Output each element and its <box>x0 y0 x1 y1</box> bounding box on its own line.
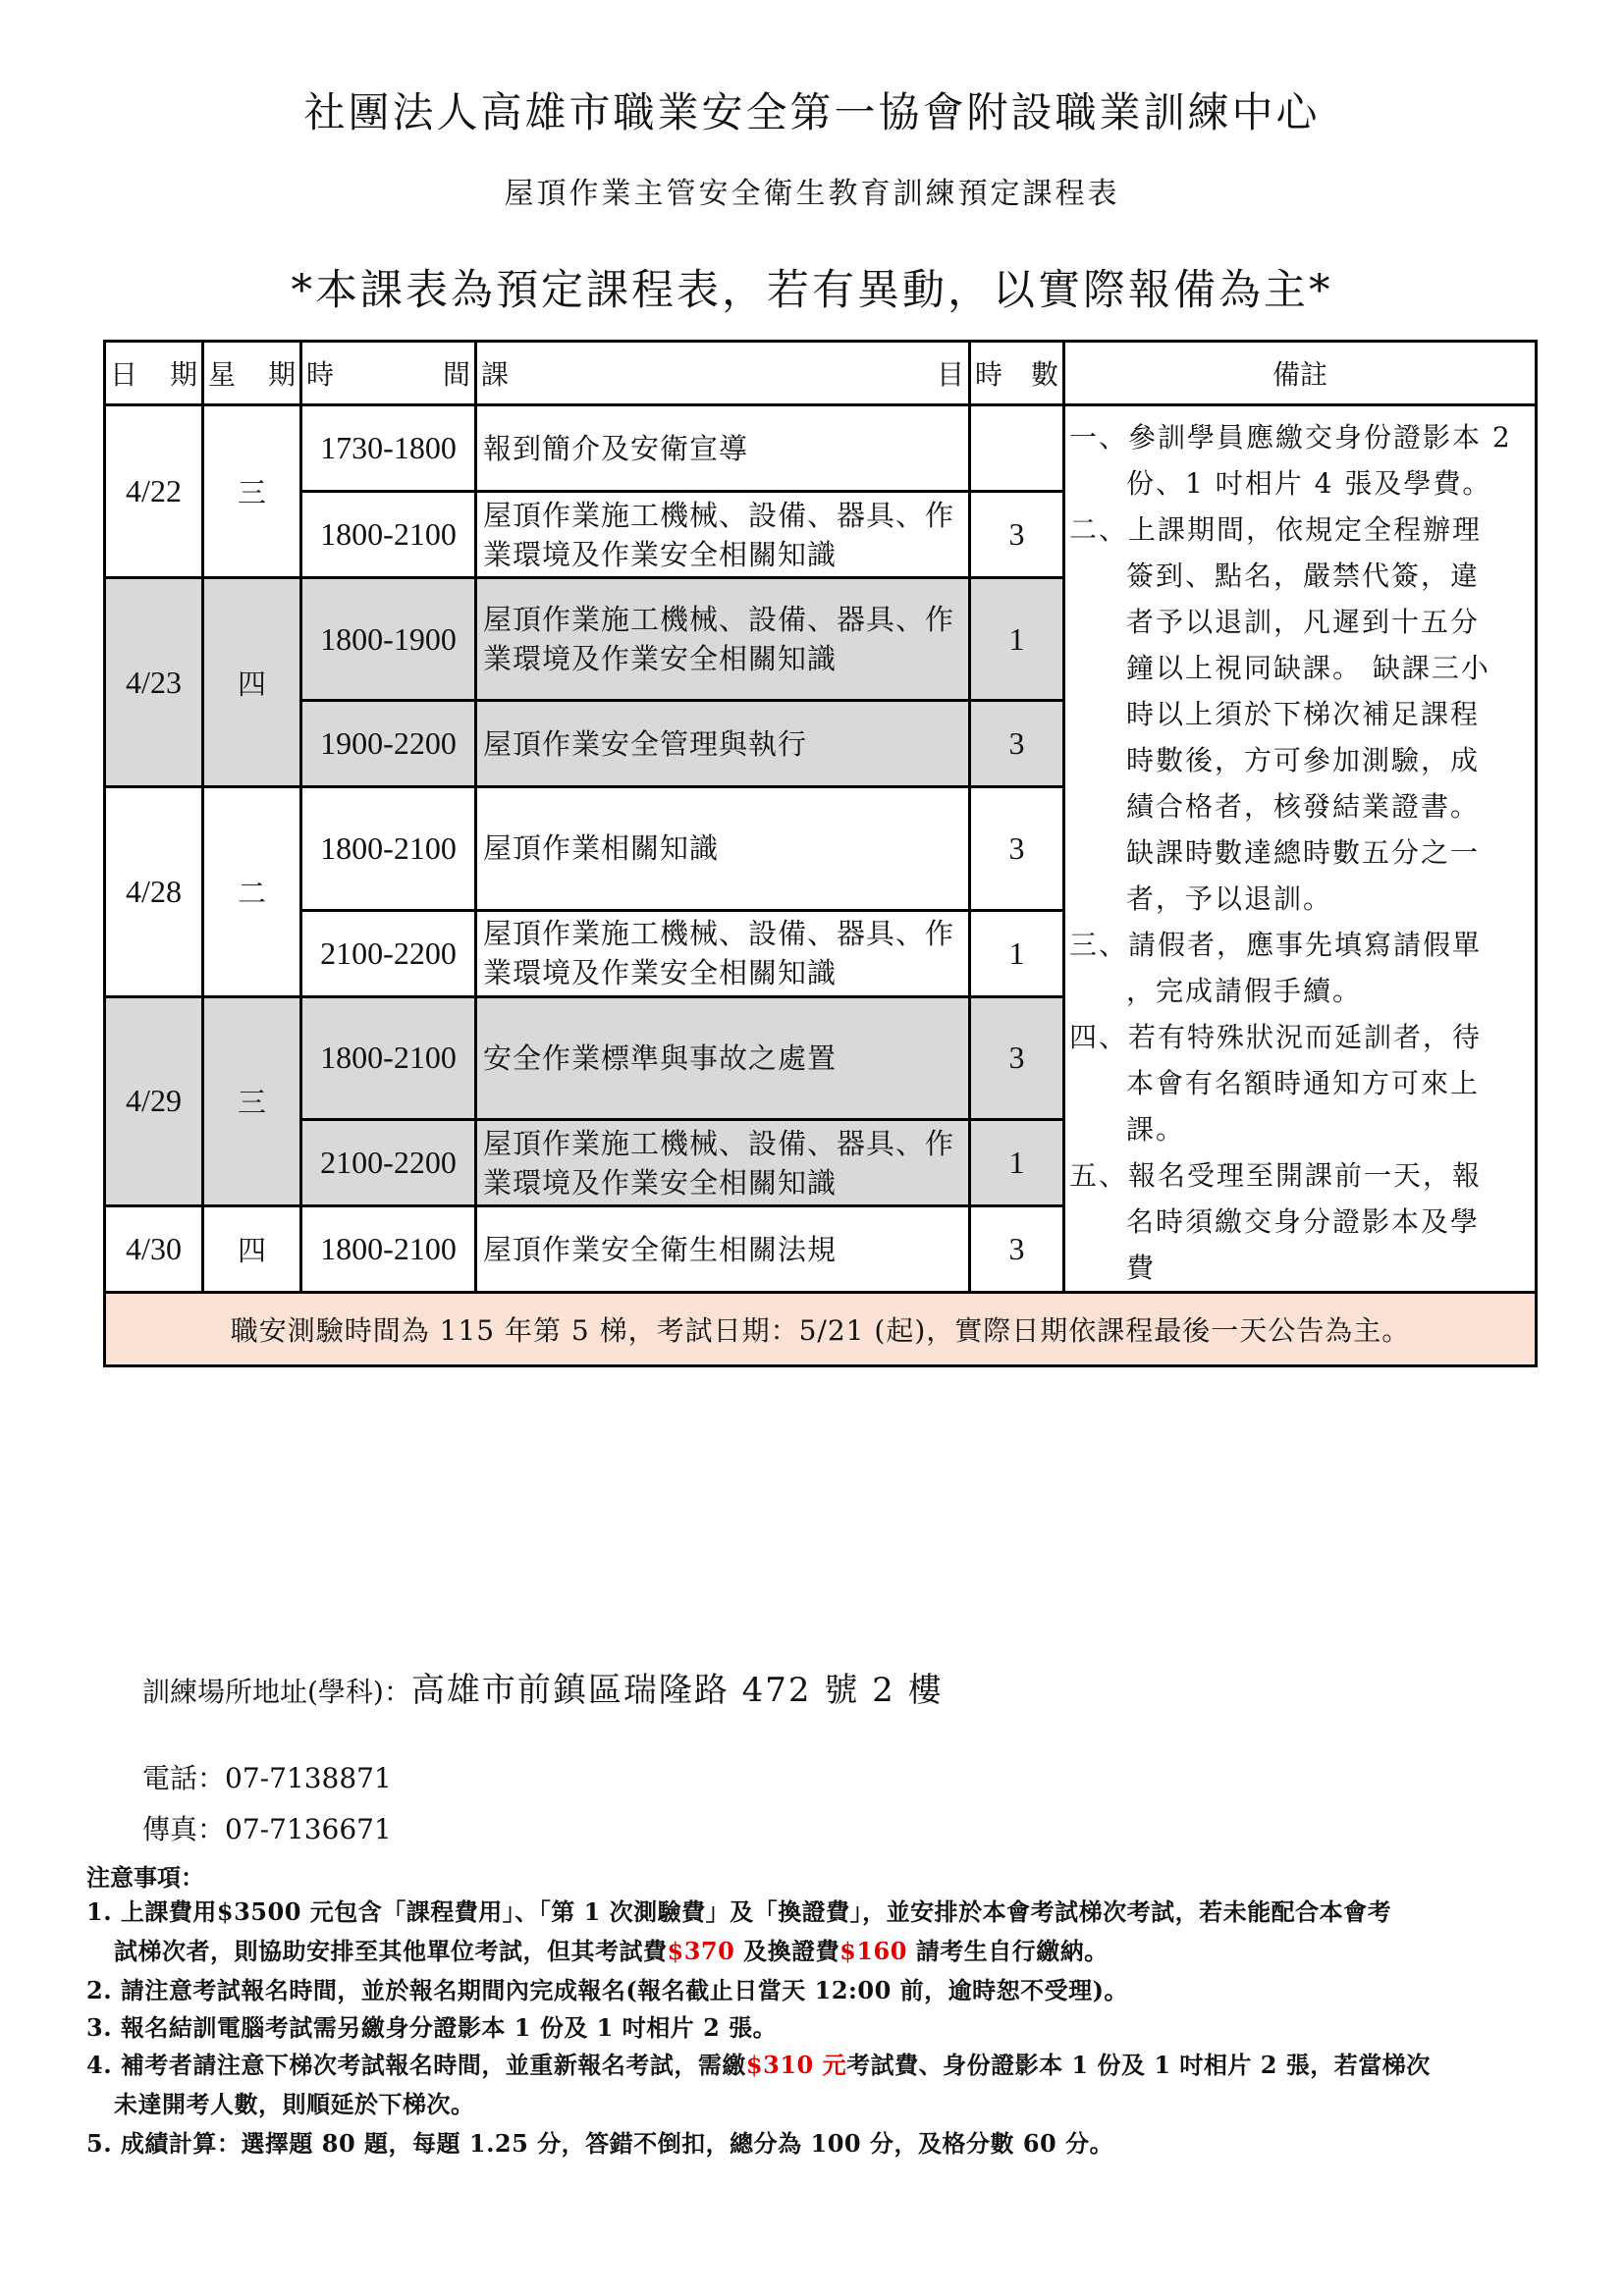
header-course <box>476 342 970 405</box>
time-cell: 2100-2200 <box>301 1120 476 1206</box>
header-weekday-char: 星 <box>208 358 237 391</box>
weekday-cell: 四 <box>203 1206 301 1293</box>
remark-line: 費 <box>1126 1252 1157 1284</box>
remark-line: ，完成請假手續。 <box>1126 975 1363 1007</box>
remark-line: 課。 <box>1126 1113 1186 1146</box>
date-cell: 4/29 <box>105 996 203 1205</box>
exam-fee-amount: $370 <box>667 1937 735 1965</box>
header-date-char: 日 <box>110 358 138 391</box>
remark-item <box>1069 1014 1531 1152</box>
remark-line: 五、報名受理至開課前一天，報 <box>1069 1159 1483 1192</box>
date-cell: 4/23 <box>105 578 203 787</box>
schedule-subtitle: 屋頂作業主管安全衛生教育訓練預定課程表 <box>504 177 1120 211</box>
hours-cell: 3 <box>970 492 1064 578</box>
header-hours-char: 數 <box>1030 358 1058 391</box>
address-label: 訓練場所地址(學科)： <box>142 1676 411 1708</box>
schedule-notice: *本課表為預定課程表，若有異動，以實際報備為主* <box>291 266 1333 315</box>
hours-cell: 1 <box>970 910 1064 996</box>
table-header-row <box>105 342 1537 405</box>
remark-line: 份、1 吋相片 4 張及學費。 <box>1126 467 1492 500</box>
note-continuation: 未達開考人數，則順延於下梯次。 <box>114 2090 475 2118</box>
note-item-3: 3. 報名結訓電腦考試需另繳身分證影本 1 份及 1 吋相片 2 張。 <box>86 2013 778 2042</box>
address-value: 高雄市前鎮區瑞隆路 472 號 2 樓 <box>410 1671 944 1710</box>
hours-cell: 3 <box>970 787 1064 910</box>
hours-cell <box>970 405 1064 492</box>
course-cell: 安全作業標準與事故之處置 <box>476 996 970 1119</box>
remark-line: 簽到、點名，嚴禁代簽，違 <box>1126 560 1481 592</box>
time-cell: 1900-2200 <box>301 701 476 787</box>
remark-item <box>1069 922 1531 1014</box>
note-item-5: 5. 成績計算：選擇題 80 題，每題 1.25 分，答錯不倒扣，總分為 100 分，及格分數 60 分。 <box>86 2129 1114 2158</box>
table-row <box>105 405 1537 492</box>
header-date <box>105 342 203 405</box>
note-text: 試梯次者，則協助安排至其他單位考試，但其考試費 <box>114 1937 668 1965</box>
certificate-fee-amount: $160 <box>839 1937 907 1965</box>
hours-cell: 3 <box>970 996 1064 1119</box>
organization-title: 社團法人高雄市職業安全第一協會附設職業訓練中心 <box>303 88 1321 136</box>
hours-cell: 1 <box>970 1120 1064 1206</box>
time-cell: 1800-1900 <box>301 578 476 701</box>
header-weekday <box>203 342 301 405</box>
note-item-4 <box>86 2046 1569 2124</box>
time-cell: 1730-1800 <box>301 405 476 492</box>
time-cell: 2100-2200 <box>301 910 476 996</box>
time-cell: 1800-2100 <box>301 787 476 910</box>
remark-item <box>1069 1152 1531 1291</box>
header-date-char: 期 <box>169 358 197 391</box>
time-cell: 1800-2100 <box>301 996 476 1119</box>
course-cell: 屋頂作業施工機械、設備、器具、作業環境及作業安全相關知識 <box>476 492 970 578</box>
hours-cell: 1 <box>970 578 1064 701</box>
hours-cell: 3 <box>970 701 1064 787</box>
note-text: 4. 補考者請注意下梯次考試報名時間，並重新報名考試，需繳 <box>86 2051 746 2079</box>
fax-number: 傳真：07-7136671 <box>142 1813 392 1845</box>
note-continuation <box>86 1932 1569 1971</box>
course-cell: 報到簡介及安衛宣導 <box>476 405 970 492</box>
exam-info-row <box>105 1293 1537 1366</box>
header-remarks <box>1064 342 1537 405</box>
remarks-cell <box>1064 405 1537 1293</box>
remark-item <box>1069 414 1531 507</box>
remark-line: 者，予以退訓。 <box>1126 882 1333 915</box>
course-cell: 屋頂作業施工機械、設備、器具、作業環境及作業安全相關知識 <box>476 578 970 701</box>
remark-line: 本會有名額時通知方可來上 <box>1126 1067 1481 1099</box>
header-weekday-char: 期 <box>267 358 296 391</box>
course-schedule-table <box>103 340 1538 1367</box>
date-cell: 4/28 <box>105 787 203 996</box>
header-time-char: 間 <box>442 358 470 391</box>
course-cell: 屋頂作業相關知識 <box>476 787 970 910</box>
phone-number: 電話：07-7138871 <box>142 1762 392 1794</box>
note-text: 1. 上課費用$3500 元包含「課程費用」、「第 1 次測驗費」及「換證費」，並安排於本會考試梯次考試，若未能配合本會考 <box>86 1897 1392 1926</box>
remark-line: 時以上須於下梯次補足課程 <box>1126 698 1481 730</box>
remark-line: 績合格者，核發結業證書。 <box>1126 790 1481 823</box>
weekday-cell: 二 <box>203 787 301 996</box>
remark-line: 名時須繳交身分證影本及學 <box>1126 1205 1481 1238</box>
remark-line: 缺課時數達總時數五分之一 <box>1126 836 1481 869</box>
exam-info-text: 職安測驗時間為 115 年第 5 梯，考試日期：5/21 (起)，實際日期依課程最後一天公告為主。 <box>105 1293 1537 1366</box>
weekday-cell: 四 <box>203 578 301 787</box>
header-remarks-label: 備註 <box>1272 358 1327 391</box>
header-hours <box>970 342 1064 405</box>
note-text: 考試費、身份證影本 1 份及 1 吋相片 2 張，若當梯次 <box>846 2051 1431 2079</box>
remark-line: 鐘以上視同缺課。 缺課三小 <box>1126 652 1490 684</box>
remark-line: 者予以退訓，凡遲到十五分 <box>1126 606 1481 638</box>
header-time <box>301 342 476 405</box>
note-text: 及換證費 <box>734 1937 840 1965</box>
header-hours-char: 時 <box>975 358 1003 391</box>
note-item-1 <box>86 1893 1569 1971</box>
weekday-cell: 三 <box>203 996 301 1205</box>
remark-item <box>1069 507 1531 922</box>
note-item-2: 2. 請注意考試報名時間，並於報名期間內完成報名(報名截止日當天 12:00 前，逾時恕不受理)。 <box>86 1976 1128 2004</box>
course-cell: 屋頂作業施工機械、設備、器具、作業環境及作業安全相關知識 <box>476 1120 970 1206</box>
weekday-cell: 三 <box>203 405 301 578</box>
hours-cell: 3 <box>970 1206 1064 1293</box>
time-cell: 1800-2100 <box>301 492 476 578</box>
remark-line: 一、參訓學員應繳交身份證影本 2 <box>1069 421 1512 454</box>
date-cell: 4/30 <box>105 1206 203 1293</box>
schedule-body <box>105 405 1537 1366</box>
remark-line: 二、上課期間，依規定全程辦理 <box>1069 513 1483 546</box>
notes-title: 注意事項： <box>86 1863 204 1892</box>
time-cell: 1800-2100 <box>301 1206 476 1293</box>
course-cell: 屋頂作業施工機械、設備、器具、作業環境及作業安全相關知識 <box>476 910 970 996</box>
remark-line: 時數後，方可參加測驗，成 <box>1126 744 1481 776</box>
note-text: 請考生自行繳納。 <box>906 1937 1109 1965</box>
course-cell: 屋頂作業安全衛生相關法規 <box>476 1206 970 1293</box>
date-cell: 4/22 <box>105 405 203 578</box>
remark-line: 三、請假者，應事先填寫請假單 <box>1069 929 1483 961</box>
makeup-exam-fee: $310 元 <box>745 2051 847 2079</box>
header-time-char: 時 <box>306 358 335 391</box>
header-course-char: 目 <box>936 358 964 391</box>
training-address <box>142 1663 944 1711</box>
remark-line: 四、若有特殊狀況而延訓者，待 <box>1069 1021 1483 1053</box>
header-course-char: 課 <box>481 358 510 391</box>
course-cell: 屋頂作業安全管理與執行 <box>476 701 970 787</box>
